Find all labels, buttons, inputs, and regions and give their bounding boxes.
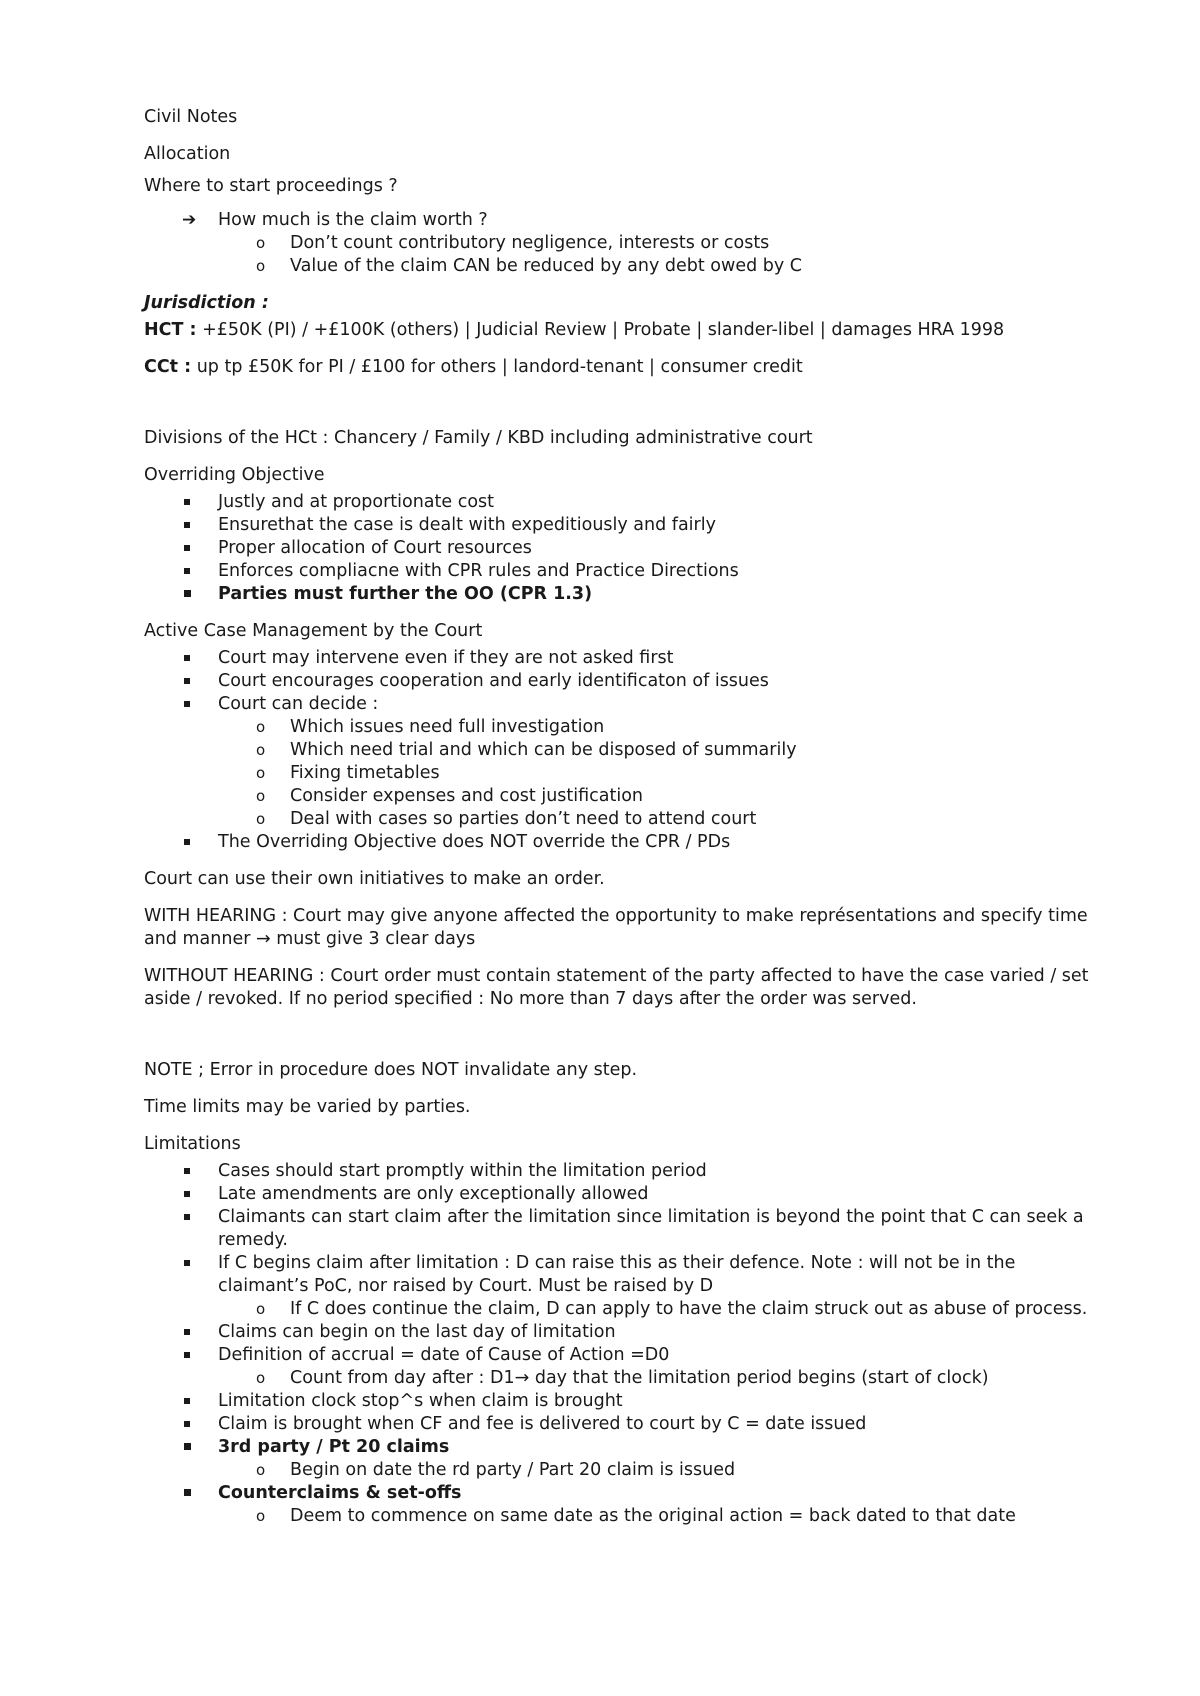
divisions-line: Divisions of the HCt : Chancery / Family / KBD including administrative court bbox=[144, 428, 813, 448]
list-item: o Begin on date the rd party / Part 20 claim is issued bbox=[144, 1459, 1110, 1482]
cct-text: up tp £50K for PI / £100 for others | landord-tenant | consumer credit bbox=[191, 357, 803, 377]
list-item: o Deem to commence on same date as the original action = back dated to that date bbox=[144, 1505, 1110, 1528]
list-item: Counterclaims & set-offs bbox=[144, 1482, 1110, 1505]
with-hearing-paragraph: WITH HEARING : Court may give anyone affected the opportunity to make représentations and specify time and manner → must give 3 clear days bbox=[144, 906, 1088, 949]
initiative-line: Court can use their own initiatives to make an order. bbox=[144, 869, 605, 889]
allocation-list bbox=[144, 209, 1110, 278]
list-item: o If C does continue the claim, D can apply to have the claim struck out as abuse of process. bbox=[144, 1298, 1110, 1321]
list-item: Court can decide : bbox=[144, 693, 1110, 716]
list-item: o Don’t count contributory negligence, interests or costs bbox=[144, 232, 1110, 255]
time-limits-line: Time limits may be varied by parties. bbox=[144, 1097, 471, 1117]
document-title: Civil Notes bbox=[144, 107, 238, 127]
list-item: Enforces compliacne with CPR rules and Practice Directions bbox=[144, 560, 1110, 583]
list-item: Claim is brought when CF and fee is delivered to court by C = date issued bbox=[144, 1413, 1110, 1436]
list-item: Claims can begin on the last day of limitation bbox=[144, 1321, 1110, 1344]
list-item: Claimants can start claim after the limitation since limitation is beyond the point that C can seek a remedy. bbox=[144, 1206, 1110, 1252]
list-item: Court may intervene even if they are not asked first bbox=[144, 647, 1110, 670]
list-item: The Overriding Objective does NOT override the CPR / PDs bbox=[144, 831, 1110, 854]
active-heading: Active Case Management by the Court bbox=[144, 621, 483, 641]
list-item: 3rd party / Pt 20 claims bbox=[144, 1436, 1110, 1459]
list-item: Court encourages cooperation and early identificaton of issues bbox=[144, 670, 1110, 693]
list-item: o Count from day after : D1→ day that the limitation period begins (start of clock) bbox=[144, 1367, 1110, 1390]
overriding-heading: Overriding Objective bbox=[144, 465, 325, 485]
list-item: Proper allocation of Court resources bbox=[144, 537, 1110, 560]
note-line: NOTE ; Error in procedure does NOT invalidate any step. bbox=[144, 1060, 638, 1080]
list-item: o Which need trial and which can be disposed of summarily bbox=[144, 739, 1110, 762]
jurisdiction-heading: Jurisdiction : bbox=[144, 293, 269, 313]
allocation-question: Where to start proceedings ? bbox=[144, 176, 398, 196]
hct-label: HCT : bbox=[144, 320, 197, 340]
limitations-list bbox=[144, 1160, 1110, 1528]
list-item: o Value of the claim CAN be reduced by any debt owed by C bbox=[144, 255, 1110, 278]
allocation-heading: Allocation bbox=[144, 144, 231, 164]
list-item: Parties must further the OO (CPR 1.3) bbox=[144, 583, 1110, 606]
list-item: Cases should start promptly within the limitation period bbox=[144, 1160, 1110, 1183]
cct-label: CCt : bbox=[144, 357, 192, 377]
list-item: o Which issues need full investigation bbox=[144, 716, 1110, 739]
overriding-list bbox=[144, 491, 1110, 606]
list-item: Definition of accrual = date of Cause of Action =D0 bbox=[144, 1344, 1110, 1367]
list-item: If C begins claim after limitation : D can raise this as their defence. Note : will not be in the claimant’s PoC, nor raised by Court. Must be raised by D bbox=[144, 1252, 1110, 1298]
hct-line bbox=[144, 319, 1110, 342]
active-list bbox=[144, 647, 1110, 854]
list-item: ➔ How much is the claim worth ? bbox=[144, 209, 1110, 232]
list-item: Limitation clock stop^s when claim is brought bbox=[144, 1390, 1110, 1413]
list-item: o Consider expenses and cost justification bbox=[144, 785, 1110, 808]
list-item: Late amendments are only exceptionally allowed bbox=[144, 1183, 1110, 1206]
list-item: Ensurethat the case is dealt with expeditiously and fairly bbox=[144, 514, 1110, 537]
without-hearing-paragraph: WITHOUT HEARING : Court order must contain statement of the party affected to have the case varied / set aside / revoked. If no period specified : No more than 7 days after the order was served. bbox=[144, 966, 1089, 1009]
cct-line bbox=[144, 356, 1110, 379]
limitations-heading: Limitations bbox=[144, 1134, 241, 1154]
list-item: Justly and at proportionate cost bbox=[144, 491, 1110, 514]
list-item: o Deal with cases so parties don’t need to attend court bbox=[144, 808, 1110, 831]
list-item: o Fixing timetables bbox=[144, 762, 1110, 785]
hct-text: +£50K (PI) / +£100K (others) | Judicial Review | Probate | slander-libel | damages HRA 1998 bbox=[196, 320, 1005, 340]
